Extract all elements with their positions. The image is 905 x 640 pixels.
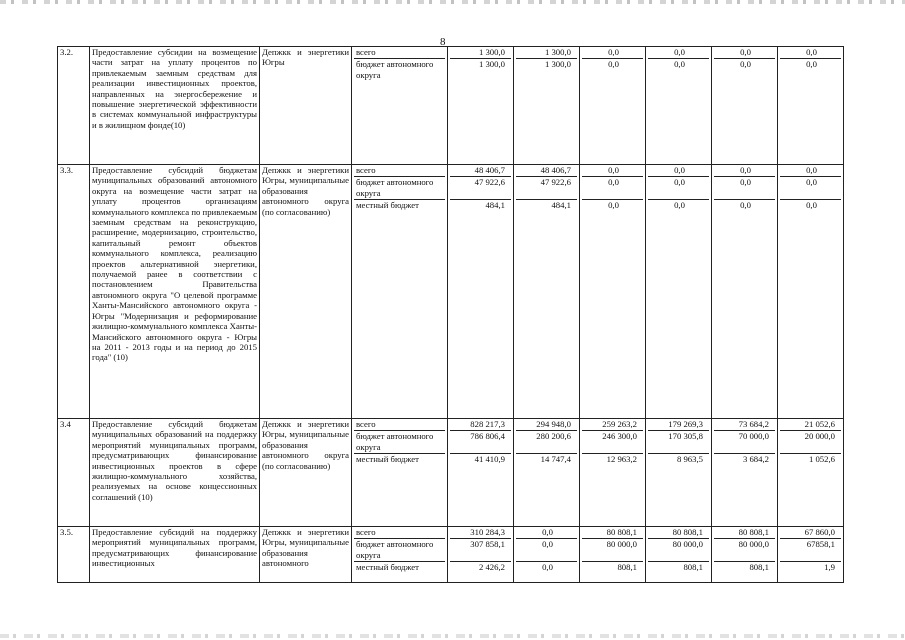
value-cell: 1,9 xyxy=(824,562,835,572)
value-cell: 21 052,6 xyxy=(780,419,841,431)
value-column xyxy=(448,47,514,165)
value-column xyxy=(514,47,580,165)
value-cell: 808,1 xyxy=(749,562,769,572)
value-cell: 0,0 xyxy=(582,165,643,177)
value-cell: 3 684,2 xyxy=(742,454,769,464)
source-label: бюджет автономного округа xyxy=(356,59,434,80)
value-cell: 246 300,0 xyxy=(582,431,643,454)
table-row xyxy=(58,47,844,165)
value-cell: 0,0 xyxy=(780,165,841,177)
value-column xyxy=(778,527,844,583)
source-label: всего xyxy=(354,527,445,539)
value-cell: 0,0 xyxy=(780,177,841,200)
value-column xyxy=(580,165,646,419)
value-column xyxy=(448,165,514,419)
value-cell: 179 269,3 xyxy=(648,419,709,431)
value-column xyxy=(646,165,712,419)
value-column xyxy=(580,527,646,583)
value-cell: 307 858,1 xyxy=(450,539,511,562)
value-cell: 0,0 xyxy=(740,59,751,69)
row-number: 3.3. xyxy=(58,165,90,419)
value-column xyxy=(778,419,844,527)
scan-edge-bottom xyxy=(0,634,905,638)
value-cell: 0,0 xyxy=(608,200,619,210)
value-column xyxy=(712,165,778,419)
row-number: 3.5. xyxy=(58,527,90,583)
value-column xyxy=(712,527,778,583)
value-cell: 0,0 xyxy=(714,177,775,200)
source-label: бюджет автономного округа xyxy=(354,539,445,562)
measure-title: Предоставление субсидии на возмещение части затрат на уплату процентов по привлекаемым заемным средствам для реализации инвестиционных проектов, направленных на энергосбережение и повышение энергетической эффективности в системах коммунальной инфраструктуры и в жилищном фонде(10) xyxy=(90,47,260,165)
value-column xyxy=(646,419,712,527)
value-cell: 80 808,1 xyxy=(714,527,775,539)
value-cell: 1 300,0 xyxy=(544,59,571,69)
value-cell: 0,0 xyxy=(582,47,643,59)
table-row xyxy=(58,419,844,527)
value-cell: 259 263,2 xyxy=(582,419,643,431)
value-column xyxy=(580,47,646,165)
value-cell: 2 426,2 xyxy=(478,562,505,572)
value-column xyxy=(712,419,778,527)
value-column xyxy=(580,419,646,527)
source-label: всего xyxy=(354,47,445,59)
value-cell: 80 000,0 xyxy=(582,539,643,562)
value-cell: 48 406,7 xyxy=(516,165,577,177)
value-cell: 41 410,9 xyxy=(474,454,505,464)
value-column xyxy=(712,47,778,165)
source-label: всего xyxy=(354,419,445,431)
value-cell: 0,0 xyxy=(516,527,577,539)
executor: Депжкк и энергетики Югры, муниципальные образования автономного xyxy=(260,527,352,583)
value-cell: 0,0 xyxy=(648,177,709,200)
value-cell: 67 860,0 xyxy=(780,527,841,539)
scan-edge-top xyxy=(0,0,905,4)
program-measures-table xyxy=(57,46,844,583)
row-number: 3.2. xyxy=(58,47,90,165)
row-number: 3.4 xyxy=(58,419,90,527)
value-cell: 294 948,0 xyxy=(516,419,577,431)
value-cell: 14 747,4 xyxy=(540,454,571,464)
value-cell: 67858,1 xyxy=(780,539,841,562)
executor: Депжкк и энергетики Югры, муниципальные образования автономного округа (по согласованию) xyxy=(260,419,352,527)
value-cell: 0,0 xyxy=(780,47,841,59)
executor: Депжкк и энергетики Югры xyxy=(260,47,352,165)
value-cell: 310 284,3 xyxy=(450,527,511,539)
page-number: 8 xyxy=(440,36,446,48)
value-cell: 48 406,7 xyxy=(450,165,511,177)
measure-title: Предоставление субсидий бюджетам муниципальных образований на поддержку мероприятий муниципальных программ, предусматривающих финансирование инвестиционных проектов в сфере жилищно-коммунального хозяйства, реализуемых на основе концессионных соглашений (10) xyxy=(90,419,260,527)
value-cell: 1 300,0 xyxy=(450,47,511,59)
value-cell: 47 922,6 xyxy=(516,177,577,200)
value-cell: 0,0 xyxy=(542,562,553,572)
value-cell: 20 000,0 xyxy=(780,431,841,454)
value-cell: 280 200,6 xyxy=(516,431,577,454)
value-cell: 808,1 xyxy=(617,562,637,572)
value-cell: 80 000,0 xyxy=(714,539,775,562)
source-label: местный бюджет xyxy=(356,200,419,210)
value-cell: 1 300,0 xyxy=(478,59,505,69)
funding-sources xyxy=(352,47,448,165)
value-column xyxy=(514,165,580,419)
measure-title: Предоставление субсидий на поддержку мероприятий муниципальных программ, предусматривающих финансирование инвестиционных xyxy=(90,527,260,583)
value-cell: 47 922,6 xyxy=(450,177,511,200)
value-cell: 12 963,2 xyxy=(606,454,637,464)
value-cell: 0,0 xyxy=(674,200,685,210)
value-cell: 70 000,0 xyxy=(714,431,775,454)
value-column xyxy=(778,47,844,165)
source-label: бюджет автономного округа xyxy=(354,431,445,454)
source-label: бюджет автономного округа xyxy=(354,177,445,200)
value-column xyxy=(448,527,514,583)
value-cell: 0,0 xyxy=(648,47,709,59)
value-cell: 1 300,0 xyxy=(516,47,577,59)
value-column xyxy=(514,419,580,527)
funding-sources xyxy=(352,419,448,527)
value-column xyxy=(514,527,580,583)
value-cell: 1 052,6 xyxy=(808,454,835,464)
value-cell: 0,0 xyxy=(806,200,817,210)
table-row xyxy=(58,165,844,419)
value-cell: 484,1 xyxy=(551,200,571,210)
value-cell: 80 808,1 xyxy=(582,527,643,539)
value-column xyxy=(646,527,712,583)
value-cell: 484,1 xyxy=(485,200,505,210)
value-cell: 73 684,2 xyxy=(714,419,775,431)
value-column xyxy=(778,165,844,419)
executor: Депжкк и энергетики Югры, муниципальные образования автономного округа (по согласованию) xyxy=(260,165,352,419)
value-cell: 0,0 xyxy=(648,165,709,177)
table-row xyxy=(58,527,844,583)
measure-title: Предоставление субсидий бюджетам муниципальных образований автономного округа на возмещение части затрат на уплату процентов организациям коммунального комплекса по привлекаемым заемным средствам на реконструкцию, расширение, модернизацию, строительство, капитальный ремонт объектов коммунального комплекса, реализацию проектов альтернативной энергетики, получаемой ранее в соответствии с постановлением Правительства автономного округа "О целевой программе Ханты-Мансийского автономного округа - Югры "Модернизация и реформирование жилищно-коммунального комплекса Ханты-Мансийского автономного округа - Югры на 2011 - 2013 годы и на период до 2015 года" (10) xyxy=(90,165,260,419)
value-cell: 0,0 xyxy=(740,200,751,210)
source-label: местный бюджет xyxy=(356,562,419,572)
value-cell: 828 217,3 xyxy=(450,419,511,431)
value-cell: 0,0 xyxy=(674,59,685,69)
value-cell: 170 305,8 xyxy=(648,431,709,454)
source-label: местный бюджет xyxy=(356,454,419,464)
value-cell: 0,0 xyxy=(608,59,619,69)
funding-sources xyxy=(352,527,448,583)
source-label: всего xyxy=(354,165,445,177)
value-cell: 0,0 xyxy=(582,177,643,200)
value-cell: 8 963,5 xyxy=(676,454,703,464)
value-cell: 0,0 xyxy=(806,59,817,69)
value-column xyxy=(448,419,514,527)
value-cell: 0,0 xyxy=(714,47,775,59)
value-column xyxy=(646,47,712,165)
value-cell: 0,0 xyxy=(516,539,577,562)
value-cell: 80 808,1 xyxy=(648,527,709,539)
value-cell: 80 000,0 xyxy=(648,539,709,562)
value-cell: 0,0 xyxy=(714,165,775,177)
value-cell: 808,1 xyxy=(683,562,703,572)
value-cell: 786 806,4 xyxy=(450,431,511,454)
funding-sources xyxy=(352,165,448,419)
